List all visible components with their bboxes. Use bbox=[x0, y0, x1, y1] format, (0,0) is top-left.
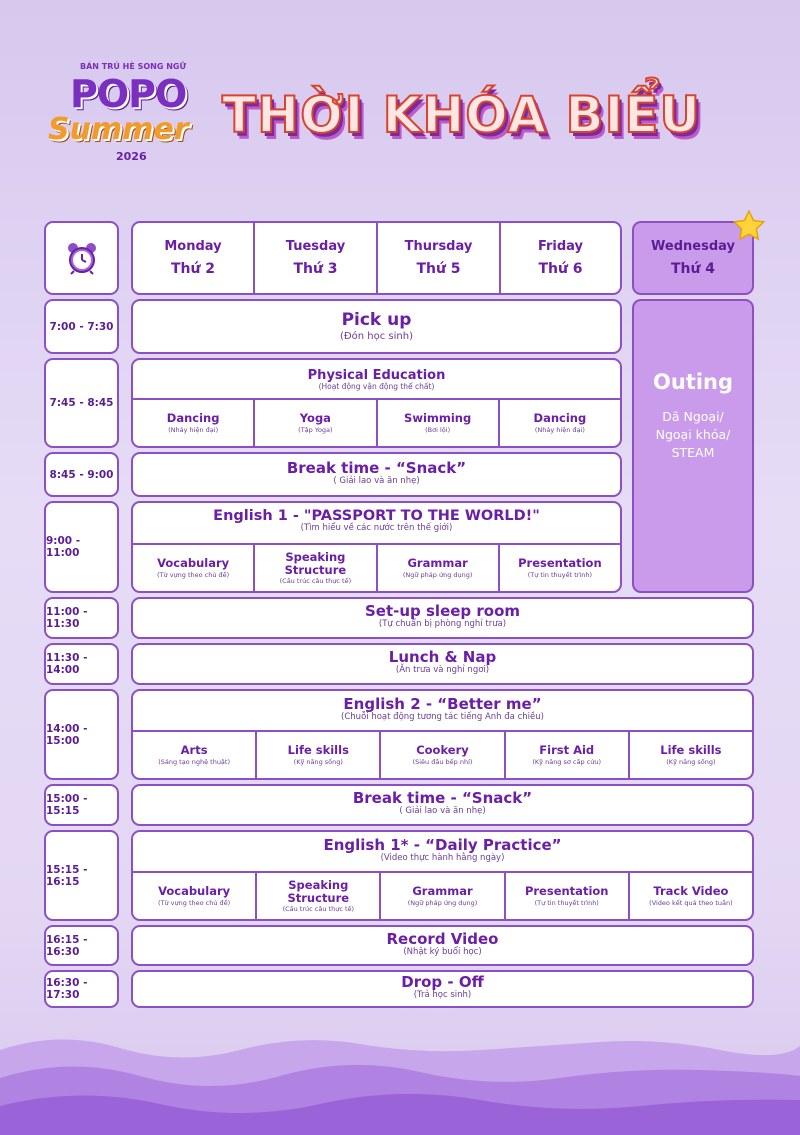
time-slot: 8:45 - 9:00 bbox=[44, 452, 119, 497]
cell-sub: (Siêu đầu bếp nhí) bbox=[412, 757, 473, 766]
activity-english-1-daily-practice bbox=[131, 830, 754, 921]
activity-subtitle: (Trả học sinh) bbox=[413, 989, 472, 1000]
activity-cell bbox=[500, 400, 620, 446]
activity-title: English 1* - “Daily Practice” bbox=[323, 836, 562, 854]
activity-cell bbox=[257, 732, 381, 778]
activity-cell bbox=[630, 873, 752, 919]
time-slot: 15:00 - 15:15 bbox=[44, 784, 119, 826]
activity-subtitle: (Đón học sinh) bbox=[340, 330, 413, 342]
cell-name: First Aid bbox=[539, 743, 595, 758]
activity-subtitle: (Tìm hiểu về các nước trên thế giới) bbox=[300, 523, 453, 534]
cell-name: Swimming bbox=[404, 411, 472, 426]
cell-sub: (Cấu trúc câu thực tế) bbox=[279, 577, 352, 586]
cell-name: Arts bbox=[180, 743, 208, 758]
activity-subtitle: (Video thực hành hằng ngày) bbox=[380, 852, 505, 863]
cell-sub: (Bơi lội) bbox=[425, 425, 451, 434]
day-name-en: Tuesday bbox=[285, 239, 346, 254]
day-name-vn: Thứ 4 bbox=[670, 261, 716, 277]
time-slot: 9:00 - 11:00 bbox=[44, 501, 119, 593]
activity-title: Break time - “Snack” bbox=[286, 459, 467, 477]
activity-cell bbox=[255, 400, 377, 446]
cell-sub: (Từ vựng theo chủ đề) bbox=[157, 570, 230, 579]
cell-name: Grammar bbox=[412, 884, 473, 899]
activity-cell bbox=[506, 732, 630, 778]
cell-name: Presentation bbox=[518, 556, 602, 571]
wednesday-outing-panel bbox=[632, 299, 754, 593]
time-slot: 7:45 - 8:45 bbox=[44, 358, 119, 448]
time-slot: 15:15 - 16:15 bbox=[44, 830, 119, 921]
outing-description: Dã Ngoại/ Ngoại khóa/ STEAM bbox=[655, 408, 731, 461]
cell-sub: (Nhảy hiện đại) bbox=[168, 425, 219, 434]
activity-subtitle: (Tự chuẩn bị phòng nghỉ trưa) bbox=[378, 618, 507, 629]
cell-sub: (Kỹ năng sơ cấp cứu) bbox=[532, 757, 602, 766]
activity-title: English 1 - "PASSPORT TO THE WORLD!" bbox=[213, 508, 540, 524]
cell-sub: (Kỹ năng sống) bbox=[293, 757, 343, 766]
activity-cell bbox=[500, 545, 620, 591]
day-name-en: Thursday bbox=[404, 239, 473, 254]
activity-cell bbox=[630, 732, 752, 778]
activity-subtitle: (Chuỗi hoạt động tương tác tiếng Anh đa chiều) bbox=[341, 711, 544, 722]
cell-name: Presentation bbox=[524, 884, 609, 899]
activity-title: Physical Education bbox=[307, 368, 446, 383]
cell-sub: (Từ vựng theo chủ đề) bbox=[157, 898, 231, 907]
day-name-en: Monday bbox=[164, 239, 222, 254]
day-header-tuesday bbox=[255, 223, 378, 293]
activity-cell bbox=[257, 873, 381, 919]
activity-subtitle: (Nhật ký buổi học) bbox=[403, 946, 482, 957]
activity-cell bbox=[133, 545, 255, 591]
activity-title: Drop - Off bbox=[401, 973, 484, 991]
activity-physical-education bbox=[131, 358, 622, 448]
activity-english-1 bbox=[131, 501, 622, 593]
cell-name: Track Video bbox=[653, 884, 729, 899]
day-header-friday bbox=[501, 223, 620, 293]
activity-title: Set-up sleep room bbox=[364, 602, 521, 620]
activity-cell bbox=[133, 732, 257, 778]
cell-sub: (Tự tin thuyết trình) bbox=[534, 898, 599, 907]
activity-record-video bbox=[131, 925, 754, 966]
activity-cell bbox=[378, 545, 500, 591]
cell-sub: (Ngữ pháp ứng dụng) bbox=[407, 898, 478, 907]
day-name-vn: Thứ 3 bbox=[293, 261, 338, 277]
time-slot: 11:30 - 14:00 bbox=[44, 643, 119, 685]
cell-sub: (Ngữ pháp ứng dụng) bbox=[402, 570, 473, 579]
day-name-vn: Thứ 6 bbox=[538, 261, 583, 277]
day-name-en: Friday bbox=[537, 239, 584, 254]
logo-year: 2026 bbox=[116, 150, 147, 163]
logo-tagline: BÁN TRÚ HÈ SONG NGỮ bbox=[80, 62, 187, 71]
time-slot: 11:00 - 11:30 bbox=[44, 597, 119, 639]
activity-title: English 2 - “Better me” bbox=[343, 695, 542, 713]
activity-title: Pick up bbox=[341, 310, 412, 330]
time-slot: 7:00 - 7:30 bbox=[44, 299, 119, 354]
logo bbox=[40, 56, 200, 174]
cell-name: Vocabulary bbox=[158, 884, 231, 899]
day-header-wednesday bbox=[632, 221, 754, 295]
day-header-monday bbox=[133, 223, 255, 293]
cell-sub: (Kỹ năng sống) bbox=[666, 757, 716, 766]
day-header-thursday bbox=[378, 223, 501, 293]
cell-name: Speaking Structure bbox=[287, 877, 350, 905]
activity-pick-up bbox=[131, 299, 622, 354]
activity-title: Lunch & Nap bbox=[388, 648, 497, 666]
outing-title: Outing bbox=[652, 369, 734, 394]
page-title: THỜI KHÓA BIỂU bbox=[222, 86, 701, 144]
cell-name: Dancing bbox=[166, 411, 220, 426]
cell-name: Yoga bbox=[299, 411, 331, 426]
day-header-row bbox=[131, 221, 622, 295]
activity-cell bbox=[133, 873, 257, 919]
cell-name: Dancing bbox=[533, 411, 587, 426]
time-slot: 16:30 - 17:30 bbox=[44, 970, 119, 1008]
activity-cell bbox=[506, 873, 630, 919]
cell-sub: (Cấu trúc câu thực tế) bbox=[282, 905, 355, 914]
alarm-clock-cell bbox=[44, 221, 119, 295]
activity-break-time bbox=[131, 452, 622, 497]
activity-subtitle: ( Giải lao và ăn nhẹ) bbox=[333, 475, 420, 486]
activity-cell bbox=[133, 400, 255, 446]
activity-subtitle: ( Giải lao và ăn nhẹ) bbox=[399, 805, 486, 816]
activity-lunch-nap bbox=[131, 643, 754, 685]
activity-drop-off bbox=[131, 970, 754, 1008]
day-name-vn: Thứ 2 bbox=[170, 261, 216, 277]
activity-set-up-sleep-room bbox=[131, 597, 754, 639]
activity-break-time bbox=[131, 784, 754, 826]
time-slot: 14:00 - 15:00 bbox=[44, 689, 119, 780]
day-name-en: Wednesday bbox=[651, 239, 735, 254]
cell-sub: (Sáng tạo nghệ thuật) bbox=[158, 757, 231, 766]
star-icon bbox=[732, 209, 766, 243]
activity-title: Break time - “Snack” bbox=[352, 789, 533, 807]
cell-name: Grammar bbox=[407, 556, 468, 571]
cell-sub: (Video kết quả theo tuần) bbox=[649, 898, 733, 907]
activity-title: Record Video bbox=[386, 930, 499, 948]
cell-sub: (Tự tin thuyết trình) bbox=[527, 570, 593, 579]
activity-subtitle: (Ăn trưa và nghỉ ngơi) bbox=[395, 664, 490, 675]
cell-name: Speaking Structure bbox=[284, 549, 347, 577]
activity-cell bbox=[255, 545, 377, 591]
cell-name: Vocabulary bbox=[157, 556, 230, 571]
cell-name: Cookery bbox=[416, 743, 469, 758]
time-slot: 16:15 - 16:30 bbox=[44, 925, 119, 966]
logo-brand-summer: Summer bbox=[48, 112, 189, 147]
day-name-vn: Thứ 5 bbox=[416, 261, 461, 277]
cell-name: Life skills bbox=[287, 743, 349, 758]
decorative-waves bbox=[0, 1020, 800, 1135]
cell-sub: (Tập Yoga) bbox=[298, 425, 333, 434]
cell-sub: (Nhảy hiện đại) bbox=[534, 425, 585, 434]
activity-subtitle: (Hoạt động vận động thể chất) bbox=[318, 381, 435, 391]
activity-english-2 bbox=[131, 689, 754, 780]
logo-brand-popo: POPO bbox=[70, 72, 187, 116]
activity-cell bbox=[378, 400, 500, 446]
alarm-clock-icon bbox=[66, 241, 98, 275]
cell-name: Life skills bbox=[660, 743, 722, 758]
activity-cell bbox=[381, 732, 505, 778]
activity-cell bbox=[381, 873, 505, 919]
